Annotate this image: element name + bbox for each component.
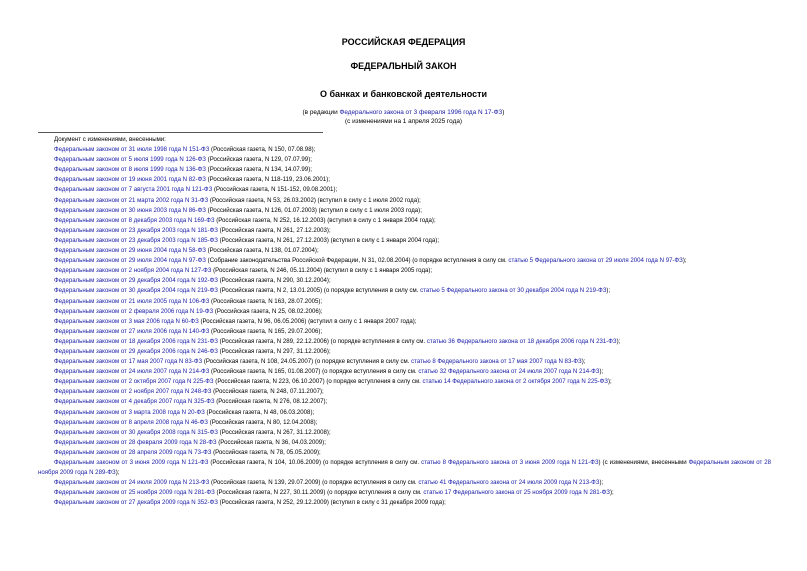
amendment-item [38,286,771,296]
amendment-text: (Собрание законодательства Российской Федерации, N 31, 02.08.2004) (о порядке вступления в силу см. [205,257,509,265]
amendment-text: (Российская газета, N 78, 05.05.2009); [211,448,321,456]
amendments-list [38,135,771,508]
amendment-text: (Российская газета, N 96, 06.05.2006) (вступил в силу с 1 января 2007 года); [198,317,417,325]
amendment-text: (Российская газета, N 276, 08.12.2007); [214,398,328,406]
amendment-link[interactable]: Федеральным законом от 8 апреля 2008 года N 46-ФЗ [54,418,208,426]
amendment-text: (Российская газета, N 246, 05.11.2004) (вступил в силу с 1 января 2005 года); [211,267,433,275]
amendment-link[interactable]: Федеральным законом от 2 ноября 2004 года N 127-ФЗ [54,267,212,275]
amendment-item [38,185,771,195]
amendment-link[interactable]: Федеральным законом от 8 июля 1999 года N 136-ФЗ [54,166,206,174]
amendment-link[interactable]: Федеральным законом от 31 июля 1998 года N 151-ФЗ [54,146,210,154]
edition-prefix: (в редакции [302,109,340,116]
amendment-link[interactable]: Федеральным законом от 30 декабря 2008 года N 315-ФЗ [54,428,218,436]
amendment-link[interactable]: статью 36 Федерального закона от 18 декабря 2006 года N 231-ФЗ [426,337,617,345]
doc-type-heading: ФЕДЕРАЛЬНЫЙ ЗАКОН [350,61,457,71]
amendment-link[interactable]: статью 41 Федерального закона от 24 июля 2009 года N 213-ФЗ [418,479,600,487]
amendment-text: ); [599,479,604,487]
amendment-item [38,337,771,347]
amendment-text: (Российская газета, N 134, 14.07.99); [205,166,312,174]
amendment-item [38,418,771,428]
amendment-item [38,196,771,206]
amendment-text: ); [581,358,586,366]
amendment-item [38,458,771,478]
amendment-link[interactable]: статью 17 Федерального закона от 25 ноября 2009 года N 281-ФЗ [423,489,610,497]
amendment-item [38,256,771,266]
amendment-item [38,327,771,337]
amendment-item [38,377,771,387]
amendment-text: (Российская газета, N 139, 29.07.2009) (о порядке вступления в силу см. [209,479,419,487]
amendment-item [38,498,771,508]
amendment-text: (Российская газета, N 126, 01.07.2003) (вступил в силу с 1 июля 2003 года); [205,206,422,214]
amendment-text: (Российская газета, N 36, 04.03.2009); [216,438,326,446]
amendment-text: ); [616,337,621,345]
amendment-link[interactable]: Федеральным законом от 2 ноября 2007 года N 248-ФЗ [54,388,212,396]
amendment-text: ); [607,378,612,386]
amendment-text: (Российская газета, N 165, 29.07.2006); [209,327,323,335]
amendment-link[interactable]: Федеральным законом от 30 июня 2003 года N 86-ФЗ [54,206,206,214]
amendment-text: (Российская газета, N 261, 27.12.2003); [217,226,331,234]
amendment-link[interactable]: Федеральным законом от 3 июня 2009 года N 121-ФЗ [54,459,209,466]
amendment-link[interactable]: Федеральным законом от 2 октября 2007 года N 225-ФЗ [54,378,214,386]
amendment-text: ); [599,368,604,376]
amendment-text: ) (с изменениями, внесенными [598,459,689,466]
amendment-text: ); [606,287,611,295]
amendment-text: (Российская газета, N 223, 06.10.2007) (о порядке вступления в силу см. [213,378,423,386]
edition-suffix: ) [502,109,505,116]
amendment-text: (Российская газета, N 165, 01.08.2007) (о порядке вступления в силу см. [209,368,419,376]
amendment-link[interactable]: Федеральным законом от 29 июля 2004 года N 97-ФЗ [54,257,206,265]
amendment-link[interactable]: Федеральным законом от 21 марта 2002 года N 31-ФЗ [54,196,209,204]
amendment-text: ); [682,257,687,265]
amendment-text: (Российская газета, N 53, 26.03.2002) (вступил в силу с 1 июля 2002 года); [208,196,421,204]
amendment-text: (Российская газета, N 80, 12.04.2008); [208,418,318,426]
amendment-link[interactable]: Федеральным законом от 24 июля 2007 года N 214-ФЗ [54,368,210,376]
amendment-text: (Российская газета, N 25, 08.02.2006); [213,307,323,315]
amendment-link[interactable]: Федеральным законом от 27 декабря 2009 года N 352-ФЗ [54,499,218,507]
amendment-link[interactable]: Федеральным законом от 19 июня 2001 года N 82-ФЗ [54,176,206,184]
amendment-item [38,297,771,307]
amendment-text: (Российская газета, N 48, 06.03.2008); [204,408,315,416]
amendment-link[interactable]: Федеральным законом от 21 июля 2005 года N 106-ФЗ [54,297,210,305]
amendment-link[interactable]: статью 5 Федерального закона от 30 декабря 2004 года N 219-ФЗ [420,287,607,295]
amendment-link[interactable]: статью 14 Федерального закона от 2 октября 2007 года N 225-ФЗ [422,378,608,386]
amendment-item [38,266,771,276]
amendment-link[interactable]: Федеральным законом от 23 декабря 2003 года N 181-ФЗ [54,226,218,234]
amendment-text: (Российская газета, N 104, 10.06.2009) (о порядке вступления в силу см. [208,459,422,466]
amendment-link[interactable]: Федеральным законом от 29 декабря 2006 года N 246-ФЗ [54,347,218,355]
amendment-text: (Российская газета, N 267, 31.12.2008); [217,428,331,436]
amendment-link[interactable]: Федеральным законом от 29 декабря 2004 года N 192-ФЗ [54,277,218,285]
amendment-text: (Российская газета, N 290, 30.12.2004); [217,277,331,285]
amendment-text: (Российская газета, N 227, 30.11.2009) (о порядке вступления в силу см. [214,489,424,497]
amendment-link[interactable]: статью 8 Федерального закона от 3 июня 2009 года N 121-ФЗ [421,459,599,466]
amendment-text: (Российская газета, N 118-119, 23.06.2001); [205,176,330,184]
amendment-text: (Российская газета, N 252, 29.12.2009) (вступил в силу с 31 декабря 2009 года); [217,499,446,507]
amendment-item [38,236,771,246]
amendment-link[interactable]: Федеральным законом от 17 мая 2007 года N 83-ФЗ [54,358,203,366]
amendment-link[interactable]: Федеральным законом от 27 июля 2006 года N 140-ФЗ [54,327,210,335]
amendment-item [38,478,771,488]
amendment-link[interactable]: статью 32 Федерального закона от 24 июля 2007 года N 214-ФЗ [418,368,600,376]
amendment-text: (Российская газета, N 252, 16.12.2003) (вступил в силу с 1 января 2004 года); [214,216,436,224]
amendment-link[interactable]: Федеральным законом от 29 июня 2004 года N 58-ФЗ [54,247,206,255]
amendment-item [38,367,771,377]
amendment-link[interactable]: Федеральным законом от 28 апреля 2009 года N 73-ФЗ [54,448,212,456]
amendment-text: ); [115,469,120,477]
amendment-item [38,175,771,185]
amendment-link[interactable]: статью 8 Федерального закона от 17 мая 2007 года N 83-ФЗ [411,358,582,366]
edition-link[interactable]: Федерального закона от 3 февраля 1996 года N 17-ФЗ [339,109,503,116]
amendment-link[interactable]: Федеральным законом от 5 июля 1999 года N 126-ФЗ [54,156,206,164]
doc-title: О банках и банковской деятельности [319,89,488,99]
amendment-link[interactable]: Федеральным законом от 30 декабря 2004 года N 219-ФЗ [54,287,218,295]
amendment-text: (Российская газета, N 138, 01.07.2004); [205,247,319,255]
amendment-item [38,357,771,367]
amendment-link[interactable]: Федеральным законом от 18 декабря 2006 года N 231-ФЗ [54,337,218,345]
amendment-link[interactable]: Федеральным законом от 2 февраля 2006 года N 19-ФЗ [54,307,214,315]
amendments-intro: Документ с изменениями, внесенными: [54,136,166,143]
amendment-link[interactable]: Федеральным законом от 3 мая 2006 года N 60-ФЗ [54,317,199,325]
amendment-text: (Российская газета, N 261, 27.12.2003) (вступил в силу с 1 января 2004 года); [217,236,440,244]
amendment-link[interactable]: Федеральным законом от 28 февраля 2009 года N 28-ФЗ [54,438,217,446]
changes-note: (с изменениями на 1 апреля 2025 года) [345,118,462,125]
amendment-item [38,448,771,458]
edition-line [0,108,807,117]
amendment-link[interactable]: Федеральным законом от 4 декабря 2007 года N 325-ФЗ [54,398,215,406]
amendment-text: (Российская газета, N 248, 07.11.2007); [211,388,324,396]
amendment-item [38,307,771,317]
separator-line [38,132,323,133]
amendment-text: (Российская газета, N 129, 07.07.99); [205,156,312,164]
amendment-item [38,155,771,165]
amendment-link[interactable]: Федеральным законом от 7 августа 2001 года N 121-ФЗ [54,186,213,194]
amendment-item [38,317,771,327]
amendment-link[interactable]: Федеральным законом от 8 декабря 2003 года N 169-ФЗ [54,216,215,224]
amendment-item [38,387,771,397]
amendment-text: (Российская газета, N 163, 28.07.2005); [209,297,323,305]
amendment-item [38,165,771,175]
amendment-link[interactable]: Федеральным законом от 24 июля 2009 года N 213-ФЗ [54,479,210,487]
amendment-link[interactable]: Федеральным законом от 3 марта 2008 года N 20-ФЗ [54,408,205,416]
amendment-link[interactable]: статью 5 Федерального закона от 29 июля 2004 года N 97-ФЗ [508,257,683,265]
amendment-link[interactable]: Федеральным законом от 23 декабря 2003 года N 185-ФЗ [54,236,218,244]
amendment-item [38,276,771,286]
amendment-item [38,145,771,155]
amendment-item [38,246,771,256]
amendment-text: (Российская газета, N 297, 31.12.2006); [217,347,331,355]
amendment-item [38,428,771,438]
amendment-item [38,408,771,418]
amendment-text: (Российская газета, N 2, 13.01.2005) (о порядке вступления в силу см. [217,287,421,295]
amendment-text: ); [609,489,614,497]
amendment-link[interactable]: Федеральным законом от 25 ноября 2009 года N 281-ФЗ [54,489,215,497]
amendment-text: (Российская газета, N 108, 24.05.2007) (о порядке вступления в силу см. [202,358,412,366]
amendment-item [38,438,771,448]
amendment-item [38,226,771,236]
amendment-text: (Российская газета, N 151-152, 09.08.2001); [212,186,338,194]
amendment-item [38,397,771,407]
country-heading: РОССИЙСКАЯ ФЕДЕРАЦИЯ [341,37,466,47]
amendment-item [38,216,771,226]
amendment-text: (Российская газета, N 289, 22.12.2006) (о порядке вступления в силу см. [217,337,427,345]
amendment-item [38,347,771,357]
amendment-text: (Российская газета, N 150, 07.08.98); [209,146,316,154]
amendment-link[interactable]: Федеральным законом от 28 ноября 2009 года N 289-ФЗ [38,459,772,477]
amendment-item [38,488,771,498]
amendment-item [38,206,771,216]
